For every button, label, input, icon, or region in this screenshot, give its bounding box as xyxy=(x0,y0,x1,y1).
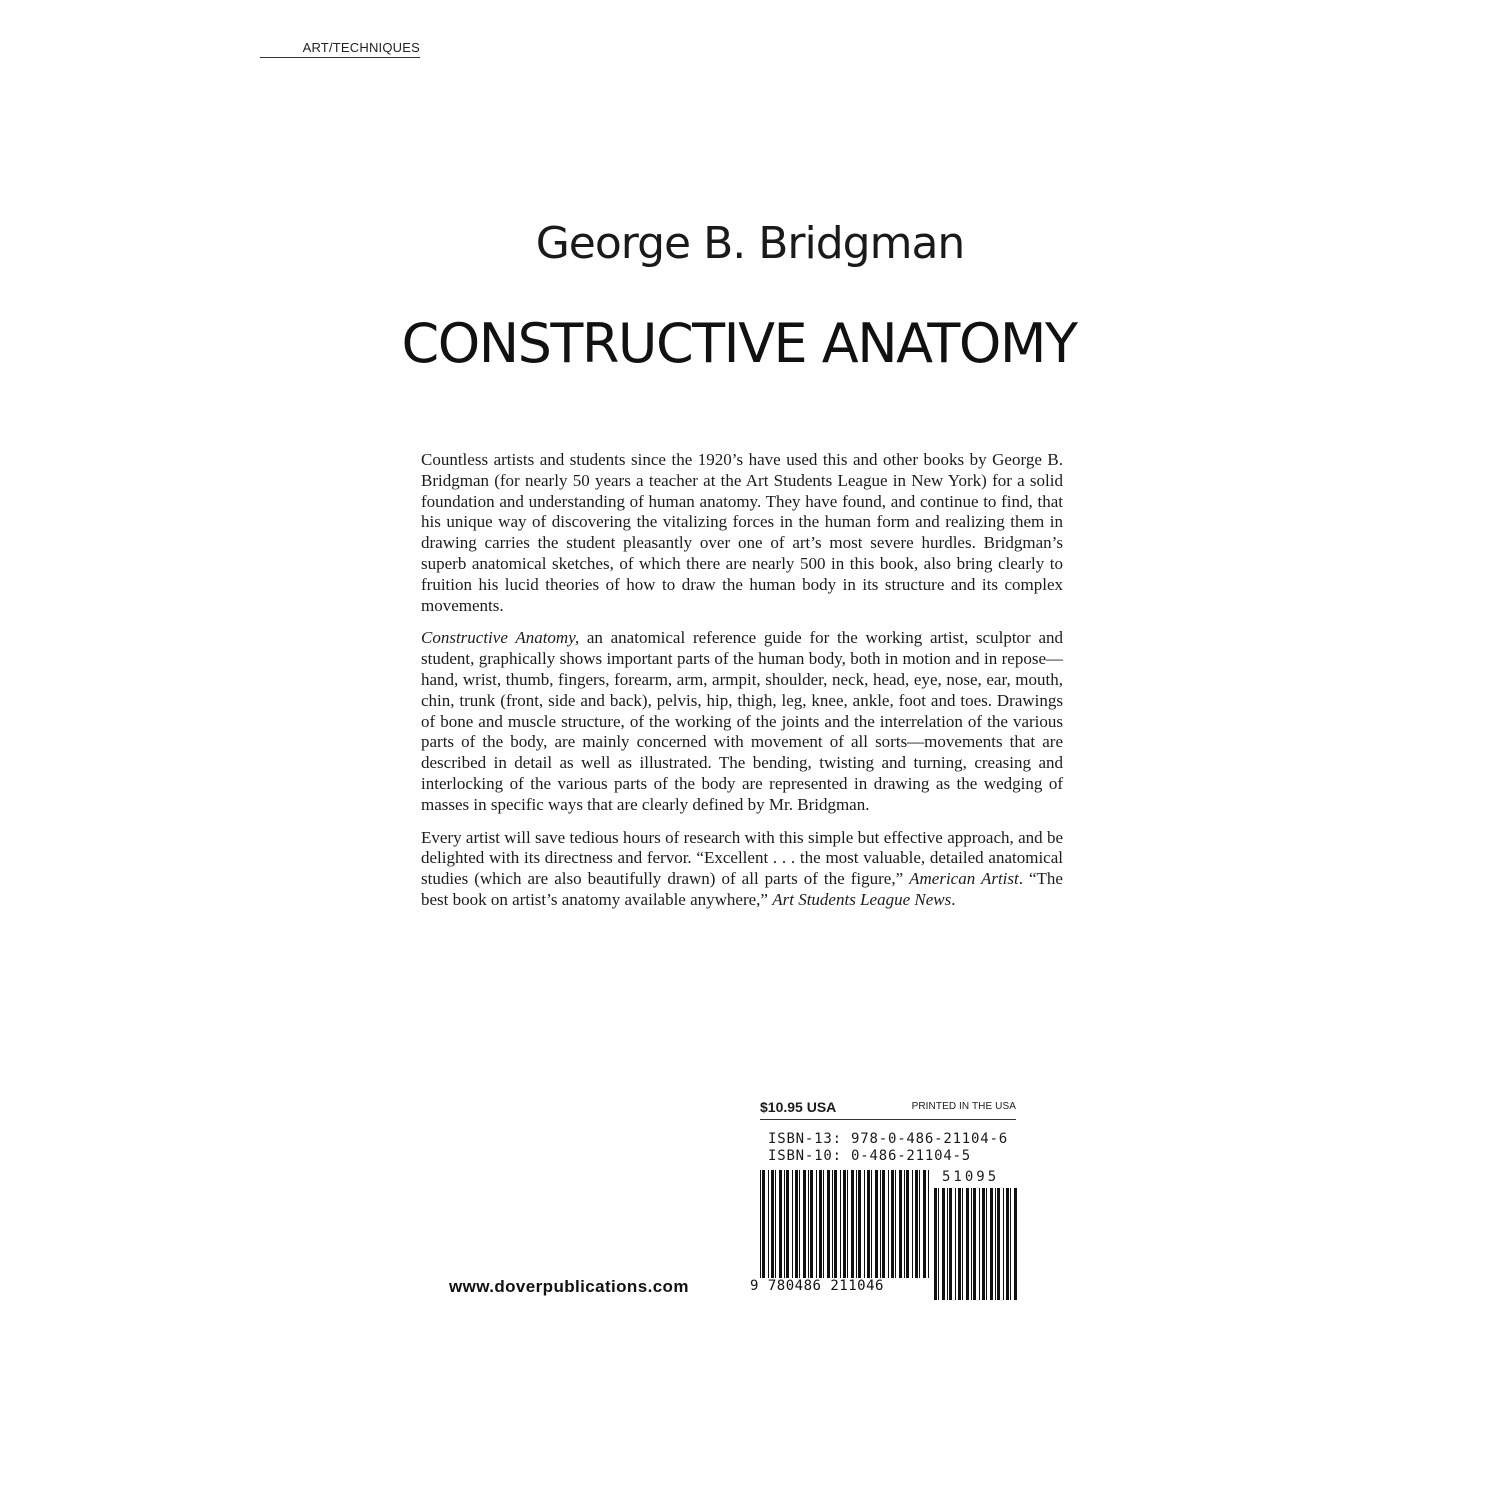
barcode-bar xyxy=(904,1170,905,1278)
barcode-bar xyxy=(934,1188,937,1300)
barcode-bar xyxy=(832,1170,833,1278)
barcode-bar xyxy=(912,1170,913,1278)
blurb-paragraph-3 xyxy=(421,828,1063,911)
barcode-bar xyxy=(823,1170,824,1278)
barcode-bar xyxy=(966,1188,969,1300)
barcode-bar xyxy=(906,1170,909,1278)
blurb-paragraph-2-text: an anatomical reference guide for the working artist, sculptor and student, graphically shows important parts of the human body, both in motion and in repose—hand, wrist, thumb, fingers, forearm, arm, armpit, shoulder, neck, head, eye, nose, ear, mouth, chin, trunk (front, side and back), pelvis, hip, thigh, leg, knee, ankle, foot and toes. Drawings of bone and muscle structure, of the working of the joints and the interrelation of the various parts of the body, are mainly concerned with movement of all sorts—movements that are described in detail as well as illustrated. The bending, twisting and turning, creasing and interlocking of the various parts of the body are represented in drawing as the wedging of masses in specific ways that are clearly defined by Mr. Bridgman. xyxy=(421,628,1064,814)
barcode-bar xyxy=(784,1170,785,1278)
barcode-bar xyxy=(938,1188,939,1300)
barcode-bar xyxy=(891,1170,894,1278)
barcode-digits: 9 780486 211046 xyxy=(750,1278,884,1294)
barcode-bar xyxy=(995,1188,996,1300)
barcode-bar xyxy=(899,1170,902,1278)
barcode-bar xyxy=(923,1170,926,1278)
barcode-bar xyxy=(880,1170,881,1278)
barcode-bar xyxy=(760,1170,761,1278)
barcode-bar xyxy=(792,1170,793,1278)
barcode-bar xyxy=(982,1188,985,1300)
barcode-bar xyxy=(942,1188,945,1300)
barcode-bar xyxy=(888,1170,889,1278)
barcode-bar xyxy=(786,1170,789,1278)
barcode-bar xyxy=(882,1170,885,1278)
barcode-bar xyxy=(827,1170,830,1278)
isbn-13: ISBN-13: 978-0-486-21104-6 xyxy=(768,1131,1008,1147)
barcode-bar xyxy=(795,1170,798,1278)
barcode-ean13 xyxy=(760,1170,930,1278)
barcode-bar xyxy=(808,1170,809,1278)
barcode-bar xyxy=(762,1170,765,1278)
barcode-bar xyxy=(919,1170,920,1278)
price: $10.95 USA xyxy=(760,1099,837,1115)
barcode-bar xyxy=(1006,1188,1009,1300)
isbn-10: ISBN-10: 0-486-21104-5 xyxy=(768,1148,972,1164)
barcode-bar xyxy=(840,1170,841,1278)
barcode-bar xyxy=(867,1170,870,1278)
barcode-bar xyxy=(768,1170,769,1278)
barcode-bar xyxy=(851,1170,854,1278)
blurb-paragraph-3-text-a: Every artist will save tedious hours of research with this simple but effective approach, and be delighted with its directness and fervor. “Excellent . . . the most valuable, detailed anatomical studies (which are also beautifully drawn) of all parts of the figure,” xyxy=(421,827,1063,889)
blurb-book-title: Constructive Anatomy, xyxy=(421,628,580,648)
price-row xyxy=(760,1097,1016,1120)
barcode-bar xyxy=(973,1188,976,1300)
barcode-bar xyxy=(979,1188,980,1300)
barcode-bar xyxy=(816,1170,817,1278)
barcode-bar xyxy=(915,1170,918,1278)
description-blurb xyxy=(421,450,1063,923)
barcode-bar xyxy=(864,1170,865,1278)
barcode-addon-digits: 51095 xyxy=(942,1169,1000,1185)
barcode-bar xyxy=(1003,1188,1004,1300)
barcode-bar xyxy=(775,1170,776,1278)
barcode-bar xyxy=(843,1170,846,1278)
barcode-bar xyxy=(803,1170,806,1278)
barcode-bar xyxy=(958,1188,961,1300)
barcode-bar xyxy=(799,1170,800,1278)
quote-source-1: American Artist xyxy=(909,869,1019,889)
barcode-bar xyxy=(875,1170,878,1278)
publisher-website: www.doverpublications.com xyxy=(449,1277,689,1296)
author-name: George B. Bridgman xyxy=(535,218,965,269)
blurb-paragraph-2 xyxy=(421,628,1063,815)
barcode-bar xyxy=(1014,1188,1017,1300)
blurb-paragraph-3-text-b: . “The best book on artist’s anatomy available anywhere,” xyxy=(421,869,1063,909)
barcode-bar xyxy=(986,1188,987,1300)
barcode-bar xyxy=(834,1170,837,1278)
barcode-bar xyxy=(847,1170,848,1278)
barcode-bar xyxy=(856,1170,857,1278)
barcode-bar xyxy=(819,1170,822,1278)
barcode-bar xyxy=(895,1170,896,1278)
barcode-bar xyxy=(947,1188,948,1300)
barcode-addon xyxy=(934,1188,1018,1300)
barcode-bar xyxy=(928,1170,929,1278)
barcode-bar xyxy=(971,1188,972,1300)
barcode-bar xyxy=(997,1188,1000,1300)
barcode-bar xyxy=(771,1170,774,1278)
barcode-bar xyxy=(779,1170,782,1278)
quote-source-2: Art Students League News xyxy=(772,889,952,909)
barcode-bar xyxy=(990,1188,993,1300)
barcode-bar xyxy=(962,1188,963,1300)
barcode-bar xyxy=(810,1170,813,1278)
blurb-paragraph-3-text-c: . xyxy=(951,889,956,909)
book-title: CONSTRUCTIVE ANATOMY xyxy=(401,312,1077,375)
barcode-bar xyxy=(955,1188,956,1300)
barcode-bar xyxy=(871,1170,872,1278)
category-label: ART/TECHNIQUES xyxy=(260,40,420,58)
barcode-bar xyxy=(858,1170,861,1278)
blurb-paragraph-1: Countless artists and students since the 1920’s have used this and other books by George B. Bridgman (for nearly 50 years a teacher at the Art Students League in New York) for a solid foundation and understanding of human anatomy. They have found, and continue to find, that his unique way of discovering the vitalizing forces in the human form and realizing them in drawing carries the student pleasantly over one of art’s most severe hurdles. Bridgman’s superb anatomical sketches, of which there are nearly 500 in this book, also bring clearly to fruition his lucid theories of how to draw the human body in its structure and its complex movements. xyxy=(421,450,1063,615)
barcode-bar xyxy=(1010,1188,1011,1300)
printed-in-label: PRINTED IN THE USA xyxy=(911,1101,1016,1112)
barcode-bar xyxy=(949,1188,952,1300)
